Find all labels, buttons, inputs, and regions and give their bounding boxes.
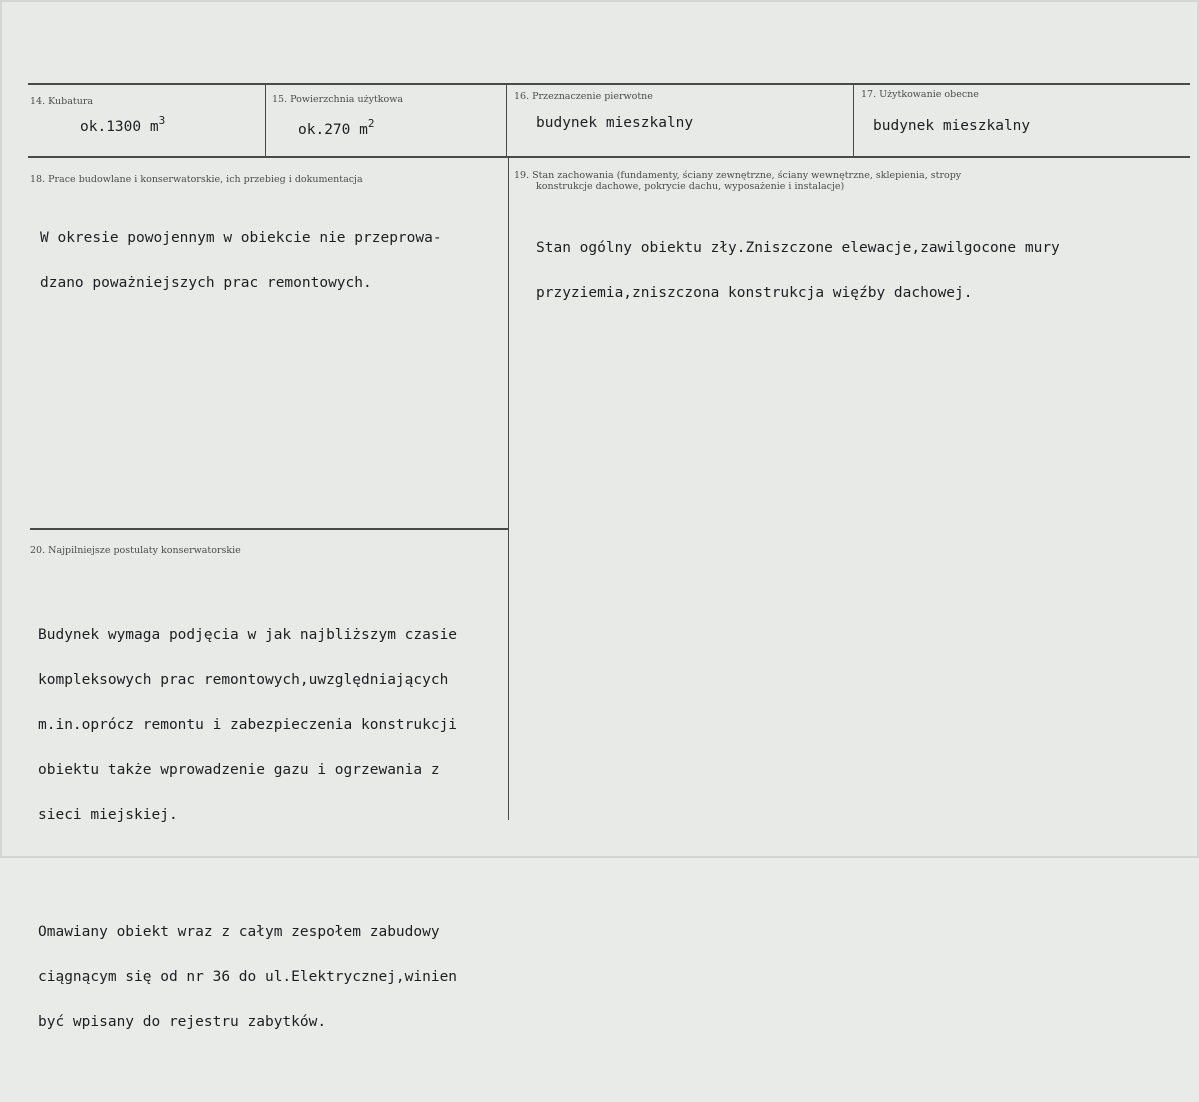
field-17-label: 17. Użytkowanie obecne <box>861 89 979 100</box>
field-15-value: ok.270 $m^2$ <box>298 117 375 138</box>
field-20-line: Omawiany obiekt wraz z całym zespołem zabudowy <box>38 924 440 940</box>
field-20-line: kompleksowych prac remontowych,uwzględniających <box>38 672 449 688</box>
field-19-label-line1: 19. Stan zachowania (fundamenty, ściany zewnętrzne, ściany wewnętrzne, sklepienia, stropy <box>514 170 962 181</box>
row-divider-rule <box>28 156 1190 158</box>
field-18-line: dzano poważniejszych prac remontowych. <box>40 275 372 291</box>
field-20-line: m.in.oprócz remontu i zabezpieczenia konstrukcji <box>38 717 458 733</box>
field-20-line: być wpisany do rejestru zabytków. <box>38 1014 327 1030</box>
field-20-text <box>38 568 457 1102</box>
field-20-paragraph-2 <box>38 895 457 1060</box>
field-14-value: ok.1300 $m^3$ <box>80 114 166 135</box>
field-17-value: budynek mieszkalny <box>873 118 1031 134</box>
field-16-value: budynek mieszkalny <box>536 115 694 131</box>
field-19-text <box>536 211 1060 331</box>
col-divider-3 <box>853 84 854 158</box>
field-19-line: Stan ogólny obiektu zły.Zniszczone elewacje,zawilgocone mury <box>536 240 1060 256</box>
col-divider-1 <box>265 84 266 158</box>
field-18-label: 18. Prace budowlane i konserwatorskie, ich przebieg i dokumentacja <box>30 174 363 185</box>
col-divider-2 <box>506 84 507 158</box>
field-14-label: 14. Kubatura <box>30 96 94 107</box>
field-18-text <box>40 201 442 321</box>
field-20-line: ciągnącym się od nr 36 do ul.Elektrycznej,winien <box>38 969 458 985</box>
top-rule <box>28 83 1190 85</box>
field-16-label: 16. Przeznaczenie pierwotne <box>514 91 653 102</box>
field-19-line: przyziemia,zniszczona konstrukcja więźby dachowej. <box>536 285 973 301</box>
field-20-paragraph-1 <box>38 598 457 853</box>
field-20-line: sieci miejskiej. <box>38 807 178 823</box>
field-20-line: Budynek wymaga podjęcia w jak najbliższym czasie <box>38 627 458 643</box>
field-15-label: 15. Powierzchnia użytkowa <box>272 94 404 105</box>
section-20-rule <box>30 528 508 530</box>
field-18-line: W okresie powojennym w obiekcie nie przeprowa- <box>40 230 442 246</box>
field-20-label: 20. Najpilniejsze postulaty konserwatorskie <box>30 545 241 556</box>
field-20-line: obiektu także wprowadzenie gazu i ogrzewania z <box>38 762 440 778</box>
main-vertical-divider <box>508 158 509 820</box>
field-19-label-line2: konstrukcje dachowe, pokrycie dachu, wyposażenie i instalacje) <box>536 181 845 192</box>
